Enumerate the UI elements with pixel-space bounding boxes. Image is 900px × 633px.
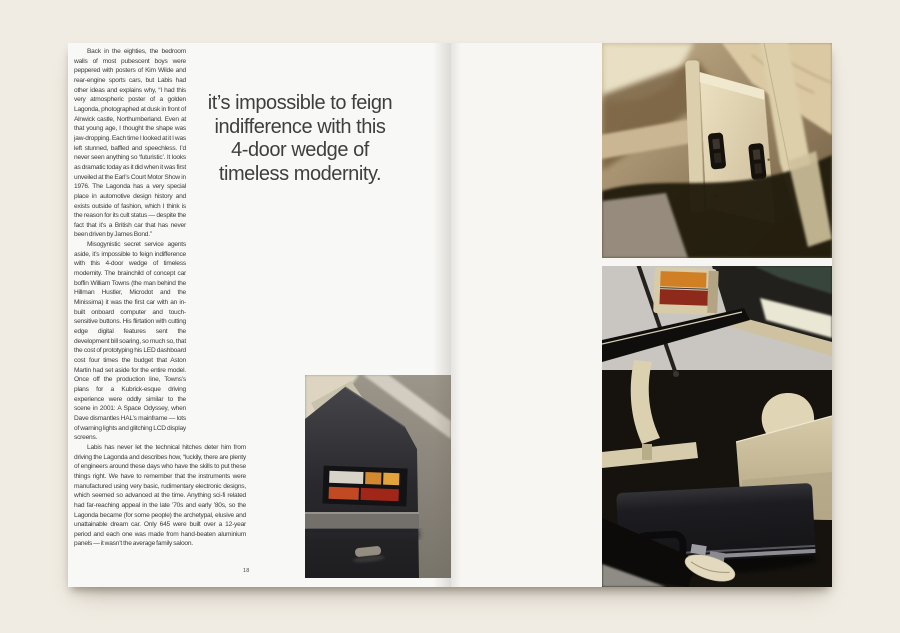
- pull-quote-line: it’s impossible to feign: [207, 92, 393, 114]
- page-right: [451, 43, 832, 587]
- photo-rear-console: [602, 43, 832, 258]
- photo-car-rear: [305, 375, 451, 578]
- page-left: [68, 43, 451, 587]
- rear-console-illustration: [602, 43, 832, 258]
- body-paragraph: Labis has never let the technical hitches deter him from driving the Lagonda and describes how, “luckily, there are plenty of engineers around these days who have the skills to put these things right. We have to remember that the instruments were manufactured using very basic, rudimentary electronic designs, which seemed so advanced at the time. Anything sci-fi related had far-reaching appeal in the late ’70s and early ’80s, so the Lagonda became (for some people) the archetypal, elusive and unattainable dream car. Only 645 were built over a 12-year period and each one was made from hand-beaten aluminium panels — it wasn’t the average family saloon.: [74, 443, 246, 548]
- body-paragraph: Back in the eighties, the bedroom walls of most pubescent boys were peppered with posters of Kim Wilde and rear-engine sports cars, but Labis had other ideas and explains why, “I had this very atmospheric poster of a golden Lagonda, photographed at dusk in front of Alnwick castle, Northumberland. Even at that young age, I thought the shape was jaw-dropping. Each time I looked at it I was left stunned, baffled and speechless. I’d never seen anything so ‘futuristic’. It looks as dramatic today as it did when it was first unveiled at the Earl’s Court Motor Show in 1976. The Lagonda has a very special place in automotive design history and exists outside of fashion, which I think is the reason for its cult status — despite the fact that it’s a British car that has never been driven by James Bond.”: [74, 48, 186, 239]
- boot-briefcase-illustration: [602, 266, 832, 587]
- page-number: 18: [243, 568, 250, 574]
- pull-quote-line: 4-door wedge of: [231, 139, 369, 161]
- photo-boot-briefcase: [602, 266, 832, 587]
- pull-quote-line: indifference with this: [214, 115, 386, 138]
- body-paragraph: Misogynistic secret service agents aside, it’s impossible to feign indifference with this 4-door wedge of timeless modernity. The brainchild of concept car boffin William Towns (the man behind the Hillman Hustler, Microdot and the Minissima) it was the first car with an in-built onboard computer and touch-sensitive buttons. His flirtation with cutting edge digital features sent the development bill soaring, so much so, that the cost of prototyping his LED dashboard cost four times the budget that Aston Martin had set aside for the entire model. Once off the production line, Towns’s plans for a Kubrick-esque driving experience were oddly similar to the scene in 2001: A Space Odyssey, when Dave dismantles HAL’s mainframe — lots of warning lights and glitching LCD display screens.: [74, 241, 186, 442]
- car-rear-illustration: [305, 375, 451, 578]
- magazine-spread: [68, 43, 832, 587]
- pull-quote-line: timeless modernity.: [218, 162, 382, 185]
- pull-quote: [170, 92, 430, 186]
